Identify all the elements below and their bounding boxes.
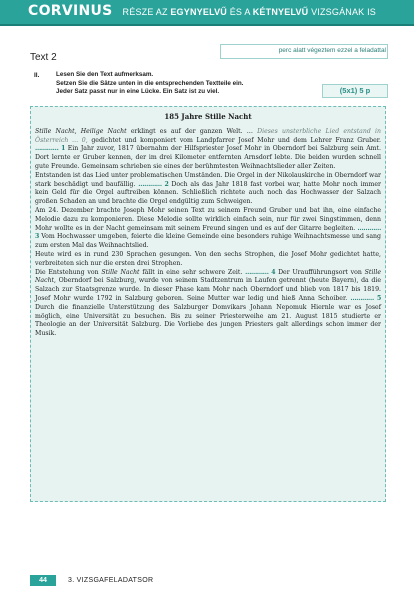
task-number: II. [34, 72, 40, 79]
article-title: 185 Jahre Stille Nacht [164, 112, 252, 121]
page-header [0, 0, 414, 26]
gap-4[interactable]: ………… 4 [245, 268, 276, 276]
paragraph-1: Stille Nacht, Heilige Nacht erklingt es auf der ganzen Welt. … Dieses unsterbliche Lied entstand in Österreich … 0, gedichtet und komponiert vom Landpfarrer Josef Mohr und dem Lehrer Franz Gruber. ………… 1 Ein Jahr zuvor, 1817 übernahm der Hilfspriester Josef Mohr in Oberndorf bei Salzburg sein Amt. Dort lernte er Gruber kennen, der im drei Kilometer entfernten Arnsdorf lebte. Die beiden wurden schnell gute Freunde. Gemeinsam schrieben sie eines der berühmtesten Weihnachtslieder aller Zeiten. [35, 127, 381, 170]
task-instructions [56, 71, 306, 97]
header-title: RÉSZE AZ EGYNYELVŰ ÉS A KÉTNYELVŰ VIZSGÁNAK IS [122, 7, 376, 17]
paragraph-2: Entstanden ist das Lied unter problematischen Umständen. Die Orgel in der Nikolauskirche in Oberndorf war stark beschädigt und baufällig. ………… 2 Doch als das Jahr 1818 fast vorbei war, hatte Mohr noch immer kein Geld für die Orgel auftreiben können. Schließlich richtete auch noch das Hochwasser der Salzach großen Schaden an und brachte die Orgel endgültig zum Schweigen. [35, 171, 382, 206]
example-hint: Dieses unsterbliche Lied entstand in Österreich … 0, [35, 127, 381, 144]
paragraph-3: Am 24. Dezember brachte Joseph Mohr seinen Text zu seinem Freund Gruber und bat ihn, eine einfache Melodie dazu zu komponieren. Diese Melodie sollte wirklich einfach sein, nur für zwei Singstimmen, denn Mohr wollte es in der Nacht gemeinsam mit seinem Freund singen und es auf der Gitarre begleiten. ………… 3 Vom Hochwasser umgeben, feierte die kleine Gemeinde eine besonders ruhige Weihnachtsmesse und sang zum ersten Mal das Weihnachtslied. [35, 206, 381, 250]
section-title: Text 2 [30, 52, 57, 63]
instruction-line-2: Setzen Sie die Sätze unten in die entsprechenden Textteile ein. [56, 79, 244, 87]
page-number: 44 [30, 575, 56, 586]
time-note: perc alatt végeztem ezzel a feladattal [278, 47, 386, 54]
paragraph-5: Die Entstehung von Stille Nacht fällt in eine sehr schwere Zeit. ………… 4 Der Uraufführungsort von Stille Nacht, Oberndorf bei Salzburg, wurde von seinem Stadtzentrum in Laufen getrennt (heute Bayern), da die Salzach zur Staatsgrenze wurde. In dieser Phase kam Mohr nach Oberndorf und blieb von 1817 bis 1819. Josef Mohr wurde 1792 in Salzburg geboren. Seine Mutter war ledig und hieß Anna Schoiber. ………… 5 Durch die finanzielle Unterstützung des Salzburger Domvikars Johann Nepomuk Hiernle war es Josef möglich, eine Universität zu besuchen. Bis zu seiner Priesterweihe am 21. August 1815 studierte er Theologie an der Universität Salzburg. Die Vorliebe des jungen Priesters galt allerdings schon immer der Musik. [35, 268, 381, 338]
gap-2[interactable]: ………… 2 [138, 180, 169, 188]
paragraph-4: Heute wird es in rund 230 Sprachen gesungen. Von den sechs Strophen, die Josef Mohr gedichtet hatte, verbreiteten sich nur die ersten drei Strophen. [35, 250, 381, 267]
reading-text-box [30, 106, 386, 502]
gap-3[interactable]: ………… 3 [35, 224, 381, 241]
instruction-line-1: Lesen Sie den Text aufmerksam. [56, 71, 154, 78]
footer-label: 3. VIZSGAFELADATSOR [68, 577, 154, 584]
score-badge: (5x1) 5 p [322, 84, 388, 98]
brand-logo: CORVINUS [28, 3, 113, 19]
instruction-line-3: Jeder Satz passt nur in eine Lücke. Ein Satz ist zu viel. [56, 88, 220, 95]
gap-5[interactable]: ………… 5 [350, 294, 381, 302]
gap-1[interactable]: ………… 1 [35, 145, 66, 153]
